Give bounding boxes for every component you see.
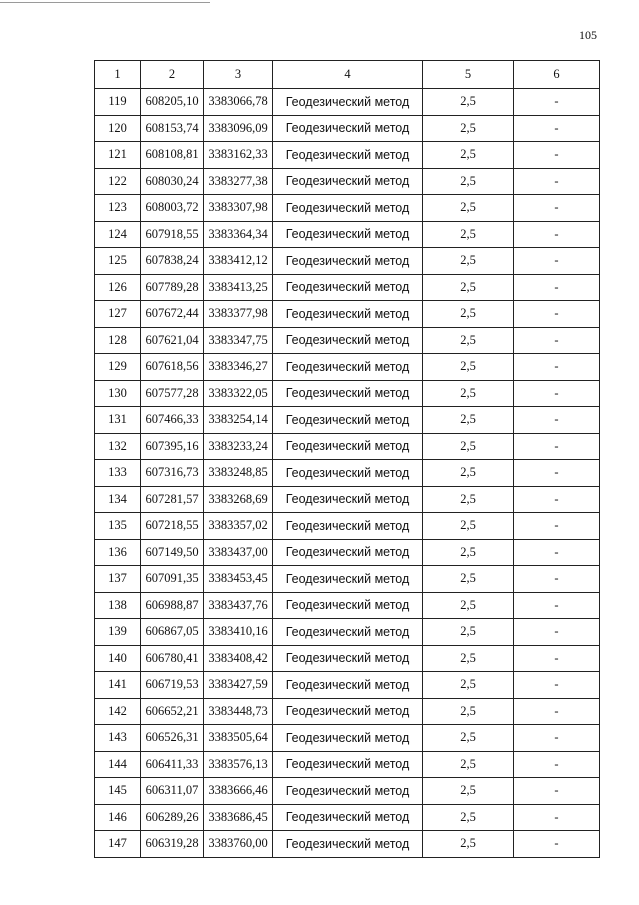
x-coordinate-cell: 606411,33: [141, 751, 204, 778]
accuracy-cell: 2,5: [423, 195, 514, 222]
point-number-cell: 142: [95, 698, 141, 725]
method-cell: Геодезический метод: [273, 89, 423, 116]
x-coordinate-cell: 608030,24: [141, 168, 204, 195]
note-cell: -: [514, 592, 600, 619]
y-coordinate-cell: 3383364,34: [204, 221, 273, 248]
point-number-cell: 136: [95, 539, 141, 566]
accuracy-cell: 2,5: [423, 407, 514, 434]
header-row: [95, 61, 600, 89]
table-row: [95, 672, 600, 699]
x-coordinate-cell: 607091,35: [141, 566, 204, 593]
y-coordinate-cell: 3383347,75: [204, 327, 273, 354]
x-coordinate-cell: 607218,55: [141, 513, 204, 540]
accuracy-cell: 2,5: [423, 301, 514, 328]
table-row: [95, 751, 600, 778]
x-coordinate-cell: 607789,28: [141, 274, 204, 301]
table-row: [95, 248, 600, 275]
method-cell: Геодезический метод: [273, 433, 423, 460]
point-number-cell: 126: [95, 274, 141, 301]
point-number-cell: 127: [95, 301, 141, 328]
note-cell: -: [514, 221, 600, 248]
table-row: [95, 407, 600, 434]
note-cell: -: [514, 89, 600, 116]
y-coordinate-cell: 3383162,33: [204, 142, 273, 169]
table-row: [95, 142, 600, 169]
accuracy-cell: 2,5: [423, 354, 514, 381]
point-number-cell: 141: [95, 672, 141, 699]
y-coordinate-cell: 3383346,27: [204, 354, 273, 381]
x-coordinate-cell: 607618,56: [141, 354, 204, 381]
x-coordinate-cell: 606289,26: [141, 804, 204, 831]
y-coordinate-cell: 3383505,64: [204, 725, 273, 752]
method-cell: Геодезический метод: [273, 619, 423, 646]
header-col-1: 1: [95, 61, 141, 89]
table-row: [95, 354, 600, 381]
table-row: [95, 645, 600, 672]
note-cell: -: [514, 539, 600, 566]
y-coordinate-cell: 3383412,12: [204, 248, 273, 275]
accuracy-cell: 2,5: [423, 327, 514, 354]
y-coordinate-cell: 3383096,09: [204, 115, 273, 142]
y-coordinate-cell: 3383760,00: [204, 831, 273, 858]
x-coordinate-cell: 607149,50: [141, 539, 204, 566]
table-row: [95, 778, 600, 805]
x-coordinate-cell: 608205,10: [141, 89, 204, 116]
y-coordinate-cell: 3383437,76: [204, 592, 273, 619]
table-row: [95, 301, 600, 328]
x-coordinate-cell: 606652,21: [141, 698, 204, 725]
point-number-cell: 119: [95, 89, 141, 116]
point-number-cell: 134: [95, 486, 141, 513]
point-number-cell: 122: [95, 168, 141, 195]
note-cell: -: [514, 168, 600, 195]
table-row: [95, 539, 600, 566]
method-cell: Геодезический метод: [273, 513, 423, 540]
table-row: [95, 566, 600, 593]
method-cell: Геодезический метод: [273, 115, 423, 142]
method-cell: Геодезический метод: [273, 751, 423, 778]
point-number-cell: 121: [95, 142, 141, 169]
point-number-cell: 138: [95, 592, 141, 619]
y-coordinate-cell: 3383437,00: [204, 539, 273, 566]
accuracy-cell: 2,5: [423, 592, 514, 619]
note-cell: -: [514, 274, 600, 301]
note-cell: -: [514, 301, 600, 328]
y-coordinate-cell: 3383233,24: [204, 433, 273, 460]
y-coordinate-cell: 3383410,16: [204, 619, 273, 646]
table-row: [95, 831, 600, 858]
x-coordinate-cell: 608153,74: [141, 115, 204, 142]
header-col-6: 6: [514, 61, 600, 89]
table-row: [95, 433, 600, 460]
note-cell: -: [514, 513, 600, 540]
table-row: [95, 380, 600, 407]
table-row: [95, 89, 600, 116]
note-cell: -: [514, 327, 600, 354]
method-cell: Геодезический метод: [273, 274, 423, 301]
accuracy-cell: 2,5: [423, 433, 514, 460]
table-row: [95, 619, 600, 646]
method-cell: Геодезический метод: [273, 248, 423, 275]
accuracy-cell: 2,5: [423, 566, 514, 593]
note-cell: -: [514, 460, 600, 487]
table-row: [95, 592, 600, 619]
method-cell: Геодезический метод: [273, 301, 423, 328]
accuracy-cell: 2,5: [423, 168, 514, 195]
accuracy-cell: 2,5: [423, 513, 514, 540]
top-rule: [0, 2, 210, 3]
point-number-cell: 130: [95, 380, 141, 407]
method-cell: Геодезический метод: [273, 195, 423, 222]
y-coordinate-cell: 3383377,98: [204, 301, 273, 328]
table-row: [95, 274, 600, 301]
point-number-cell: 140: [95, 645, 141, 672]
note-cell: -: [514, 486, 600, 513]
accuracy-cell: 2,5: [423, 619, 514, 646]
method-cell: Геодезический метод: [273, 804, 423, 831]
y-coordinate-cell: 3383453,45: [204, 566, 273, 593]
method-cell: Геодезический метод: [273, 221, 423, 248]
y-coordinate-cell: 3383268,69: [204, 486, 273, 513]
y-coordinate-cell: 3383248,85: [204, 460, 273, 487]
page-number: 105: [579, 28, 597, 42]
point-number-cell: 145: [95, 778, 141, 805]
method-cell: Геодезический метод: [273, 645, 423, 672]
x-coordinate-cell: 607621,04: [141, 327, 204, 354]
accuracy-cell: 2,5: [423, 831, 514, 858]
table-row: [95, 513, 600, 540]
point-number-cell: 128: [95, 327, 141, 354]
method-cell: Геодезический метод: [273, 142, 423, 169]
table-row: [95, 168, 600, 195]
accuracy-cell: 2,5: [423, 751, 514, 778]
note-cell: -: [514, 433, 600, 460]
point-number-cell: 139: [95, 619, 141, 646]
accuracy-cell: 2,5: [423, 645, 514, 672]
method-cell: Геодезический метод: [273, 539, 423, 566]
y-coordinate-cell: 3383307,98: [204, 195, 273, 222]
note-cell: -: [514, 115, 600, 142]
point-number-cell: 135: [95, 513, 141, 540]
x-coordinate-cell: 606988,87: [141, 592, 204, 619]
note-cell: -: [514, 407, 600, 434]
accuracy-cell: 2,5: [423, 804, 514, 831]
method-cell: Геодезический метод: [273, 778, 423, 805]
point-number-cell: 131: [95, 407, 141, 434]
note-cell: -: [514, 831, 600, 858]
accuracy-cell: 2,5: [423, 221, 514, 248]
point-number-cell: 133: [95, 460, 141, 487]
accuracy-cell: 2,5: [423, 89, 514, 116]
method-cell: Геодезический метод: [273, 354, 423, 381]
point-number-cell: 147: [95, 831, 141, 858]
method-cell: Геодезический метод: [273, 566, 423, 593]
x-coordinate-cell: 607395,16: [141, 433, 204, 460]
accuracy-cell: 2,5: [423, 698, 514, 725]
method-cell: Геодезический метод: [273, 672, 423, 699]
y-coordinate-cell: 3383427,59: [204, 672, 273, 699]
accuracy-cell: 2,5: [423, 248, 514, 275]
accuracy-cell: 2,5: [423, 274, 514, 301]
note-cell: -: [514, 645, 600, 672]
point-number-cell: 144: [95, 751, 141, 778]
note-cell: -: [514, 619, 600, 646]
y-coordinate-cell: 3383322,05: [204, 380, 273, 407]
table-row: [95, 804, 600, 831]
table-row: [95, 725, 600, 752]
table-row: [95, 195, 600, 222]
x-coordinate-cell: 607918,55: [141, 221, 204, 248]
note-cell: -: [514, 354, 600, 381]
x-coordinate-cell: 606526,31: [141, 725, 204, 752]
point-number-cell: 123: [95, 195, 141, 222]
method-cell: Геодезический метод: [273, 486, 423, 513]
x-coordinate-cell: 606719,53: [141, 672, 204, 699]
header-col-4: 4: [273, 61, 423, 89]
x-coordinate-cell: 606780,41: [141, 645, 204, 672]
accuracy-cell: 2,5: [423, 486, 514, 513]
table-body: [95, 89, 600, 858]
note-cell: -: [514, 566, 600, 593]
table-row: [95, 698, 600, 725]
method-cell: Геодезический метод: [273, 407, 423, 434]
point-number-cell: 143: [95, 725, 141, 752]
header-col-5: 5: [423, 61, 514, 89]
note-cell: -: [514, 778, 600, 805]
table-row: [95, 115, 600, 142]
point-number-cell: 129: [95, 354, 141, 381]
y-coordinate-cell: 3383686,45: [204, 804, 273, 831]
x-coordinate-cell: 607281,57: [141, 486, 204, 513]
accuracy-cell: 2,5: [423, 672, 514, 699]
coordinates-table: [94, 60, 600, 858]
y-coordinate-cell: 3383413,25: [204, 274, 273, 301]
point-number-cell: 146: [95, 804, 141, 831]
point-number-cell: 125: [95, 248, 141, 275]
y-coordinate-cell: 3383448,73: [204, 698, 273, 725]
note-cell: -: [514, 142, 600, 169]
header-col-2: 2: [141, 61, 204, 89]
method-cell: Геодезический метод: [273, 592, 423, 619]
note-cell: -: [514, 698, 600, 725]
x-coordinate-cell: 606319,28: [141, 831, 204, 858]
y-coordinate-cell: 3383277,38: [204, 168, 273, 195]
note-cell: -: [514, 751, 600, 778]
method-cell: Геодезический метод: [273, 725, 423, 752]
y-coordinate-cell: 3383357,02: [204, 513, 273, 540]
point-number-cell: 132: [95, 433, 141, 460]
accuracy-cell: 2,5: [423, 142, 514, 169]
x-coordinate-cell: 607577,28: [141, 380, 204, 407]
method-cell: Геодезический метод: [273, 460, 423, 487]
point-number-cell: 124: [95, 221, 141, 248]
method-cell: Геодезический метод: [273, 327, 423, 354]
accuracy-cell: 2,5: [423, 778, 514, 805]
note-cell: -: [514, 195, 600, 222]
accuracy-cell: 2,5: [423, 725, 514, 752]
table-row: [95, 460, 600, 487]
method-cell: Геодезический метод: [273, 380, 423, 407]
y-coordinate-cell: 3383576,13: [204, 751, 273, 778]
y-coordinate-cell: 3383066,78: [204, 89, 273, 116]
accuracy-cell: 2,5: [423, 539, 514, 566]
y-coordinate-cell: 3383666,46: [204, 778, 273, 805]
x-coordinate-cell: 606311,07: [141, 778, 204, 805]
y-coordinate-cell: 3383254,14: [204, 407, 273, 434]
note-cell: -: [514, 725, 600, 752]
table-row: [95, 327, 600, 354]
accuracy-cell: 2,5: [423, 115, 514, 142]
x-coordinate-cell: 606867,05: [141, 619, 204, 646]
note-cell: -: [514, 380, 600, 407]
point-number-cell: 137: [95, 566, 141, 593]
y-coordinate-cell: 3383408,42: [204, 645, 273, 672]
note-cell: -: [514, 804, 600, 831]
table-row: [95, 486, 600, 513]
table-row: [95, 221, 600, 248]
note-cell: -: [514, 672, 600, 699]
point-number-cell: 120: [95, 115, 141, 142]
accuracy-cell: 2,5: [423, 460, 514, 487]
header-col-3: 3: [204, 61, 273, 89]
x-coordinate-cell: 607466,33: [141, 407, 204, 434]
x-coordinate-cell: 608003,72: [141, 195, 204, 222]
method-cell: Геодезический метод: [273, 168, 423, 195]
note-cell: -: [514, 248, 600, 275]
method-cell: Геодезический метод: [273, 831, 423, 858]
accuracy-cell: 2,5: [423, 380, 514, 407]
method-cell: Геодезический метод: [273, 698, 423, 725]
x-coordinate-cell: 607838,24: [141, 248, 204, 275]
x-coordinate-cell: 608108,81: [141, 142, 204, 169]
x-coordinate-cell: 607672,44: [141, 301, 204, 328]
x-coordinate-cell: 607316,73: [141, 460, 204, 487]
